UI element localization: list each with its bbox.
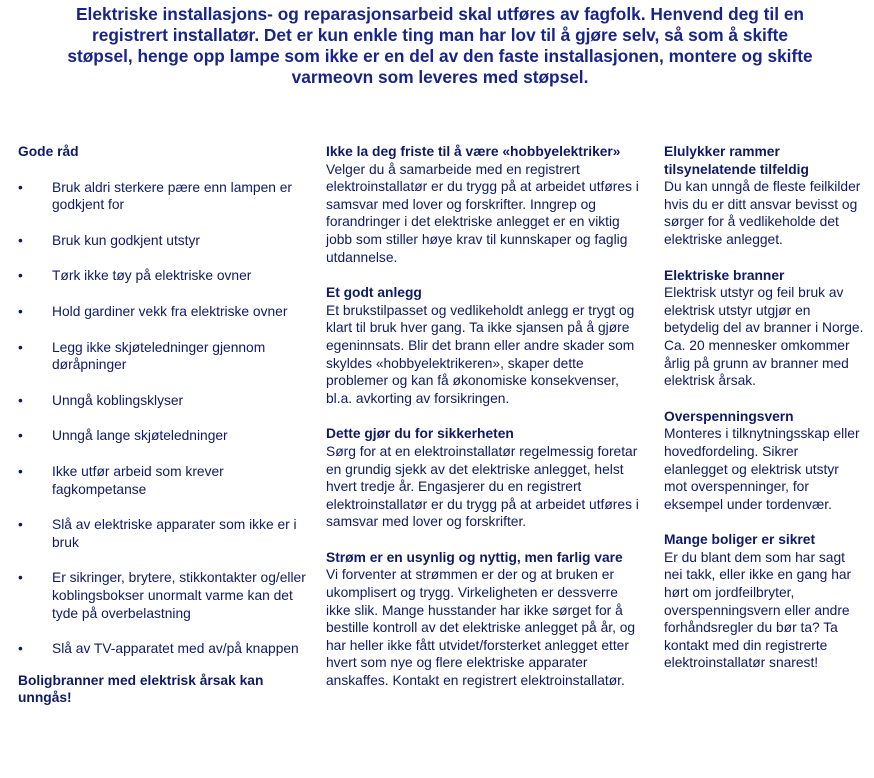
list-item-text: Ikke utfør arbeid som krever fagkompetanse	[52, 463, 224, 497]
section-body: Et brukstilpasset og vedlikeholdt anlegg er trygt og klart til bruk hver gang. Ta ikke sjansen på å gjøre egeninnsats. Blir det brann eller andre skader som skyldes «hobbyelektrikeren», skaper dette problemer og kan få økonomiske konsekvenser, bl.a. avkorting av forsikringen.	[326, 302, 635, 406]
bullet-icon: •	[18, 517, 23, 533]
list-item	[18, 303, 308, 321]
section-body: Monteres i tilknytningsskap eller hovedfordeling. Sikrer elanlegget og elektrisk utstyr mot overspenninger, for eksempel under tordenvær.	[664, 426, 860, 512]
list-item	[18, 569, 308, 622]
section-body: Er du blant dem som har sagt nei takk, eller ikke en gang har hørt om jordfeilbryter, overspenningsvern eller andre forhåndsregler du bør ta? Ta kontakt med din registrerte elektroinstallatør snarest!	[664, 549, 852, 671]
list-item	[18, 179, 308, 214]
section-surge-protection	[664, 408, 864, 514]
section-body: Vi forventer at strømmen er der og at bruken er ukomplisert og trygg. Virkeligheten er dessverre ikke slik. Mange husstander har ikke sørget for å bestille kontroll av det elektriske anlegget på år, og har heller ikke fått utvidet/forsterket anlegget etter hvert som nye og flere elektriske apparater anskaffes. Kontakt en registrert elektroinstallatør.	[326, 567, 636, 689]
section-heading: Strøm er en usynlig og nyttig, men farlig vare	[326, 549, 623, 565]
section-secured-homes	[664, 531, 864, 672]
right-column	[664, 143, 864, 690]
list-item-text: Hold gardiner vekk fra elektriske ovner	[52, 303, 288, 319]
list-item	[18, 463, 308, 498]
section-body: Velger du å samarbeide med en registrert elektroinstallatør er du trygg på at arbeidet utføres i samsvar med lover og forskrifter. Inngrep og forandringer i det elektriske anlegget er en viktig jobb som stiller høye krav til kunnskaper og faglig utdannelse.	[326, 161, 639, 265]
list-item	[18, 392, 308, 410]
section-body: Sørg for at en elektroinstallatør regelmessig foretar en grundig sjekk av det elektriske anlegget, helst hvert tredje år. Engasjerer du en registrert elektroinstallatør er du trygg på at arbeidet utføres i samsvar med lover og forskrifter.	[326, 443, 639, 530]
section-heading: Mange boliger er sikret	[664, 532, 816, 548]
bullet-icon: •	[18, 570, 23, 586]
list-item	[18, 267, 308, 285]
section-heading: Dette gjør du for sikkerheten	[326, 426, 514, 442]
section-hobby-electrician	[326, 143, 644, 266]
bullet-icon: •	[18, 303, 23, 319]
list-item-text: Unngå koblingsklyser	[52, 392, 184, 408]
section-electric-fires	[664, 267, 864, 390]
section-body: Du kan unngå de fleste feilkilder hvis du er ditt ansvar bevisst og sørger for å vedlikeholde det elektriske anlegget.	[664, 179, 861, 247]
advice-heading: Gode råd	[18, 144, 79, 159]
list-item	[18, 640, 308, 658]
section-heading: Ikke la deg friste til å være «hobbyelektriker»	[326, 144, 621, 159]
list-item	[18, 232, 308, 250]
section-body: Elektrisk utstyr og feil bruk av elektrisk utstyr utgjør en betydelig del av branner i Norge. Ca. 20 mennesker omkommer årlig på grunn av branner med elektrisk årsak.	[664, 285, 864, 389]
section-heading: Elektriske branner	[664, 267, 785, 283]
bullet-icon: •	[18, 641, 23, 657]
section-good-installation	[326, 284, 644, 407]
section-invisible-power	[326, 549, 644, 690]
list-item-text: Bruk aldri sterkere pære enn lampen er godkjent for	[52, 179, 293, 213]
bullet-icon: •	[18, 463, 23, 479]
advice-list	[18, 179, 308, 658]
list-item-text: Er sikringer, brytere, stikkontakter og/eller koblingsbokser unormalt varme kan det tyde på overbelastning	[52, 570, 306, 621]
middle-column	[326, 143, 644, 708]
list-item-text: Slå av TV-apparatet med av/på knappen	[52, 641, 299, 657]
bullet-icon: •	[18, 428, 23, 444]
list-item-text: Slå av elektriske apparater som ikke er i bruk	[52, 517, 297, 550]
bullet-icon: •	[18, 268, 23, 284]
list-item-text: Unngå lange skjøteledninger	[52, 428, 228, 444]
list-item-text: Legg ikke skjøteledninger gjennom døråpninger	[52, 339, 266, 373]
section-heading: Overspenningsvern	[664, 408, 794, 424]
bullet-icon: •	[18, 179, 23, 195]
list-item	[18, 427, 308, 445]
section-accidents	[664, 143, 864, 249]
section-safety	[326, 425, 644, 531]
advice-column	[18, 143, 308, 707]
section-heading: Et godt anlegg	[326, 285, 422, 301]
bullet-icon: •	[18, 232, 23, 248]
intro-notice: Elektriske installasjons- og reparasjonsarbeid skal utføres av fagfolk. Henvend deg til en registrert installatør. Det er kun enkle ting man har lov til å gjøre selv, så som å skifte støpsel, henge opp lampe som ikke er en del av den faste installasjonen, montere og skifte varmeovn som leveres med støpsel.	[67, 4, 813, 87]
bullet-icon: •	[18, 339, 23, 355]
list-item	[18, 339, 308, 374]
section-heading: Elulykker rammer tilsynelatende tilfeldig	[664, 144, 809, 177]
list-item-text: Tørk ikke tøy på elektriske ovner	[52, 268, 252, 284]
closing-statement: Boligbranner med elektrisk årsak kan unngås!	[18, 672, 264, 706]
list-item-text: Bruk kun godkjent utstyr	[52, 232, 201, 248]
bullet-icon: •	[18, 392, 23, 408]
list-item	[18, 516, 308, 551]
